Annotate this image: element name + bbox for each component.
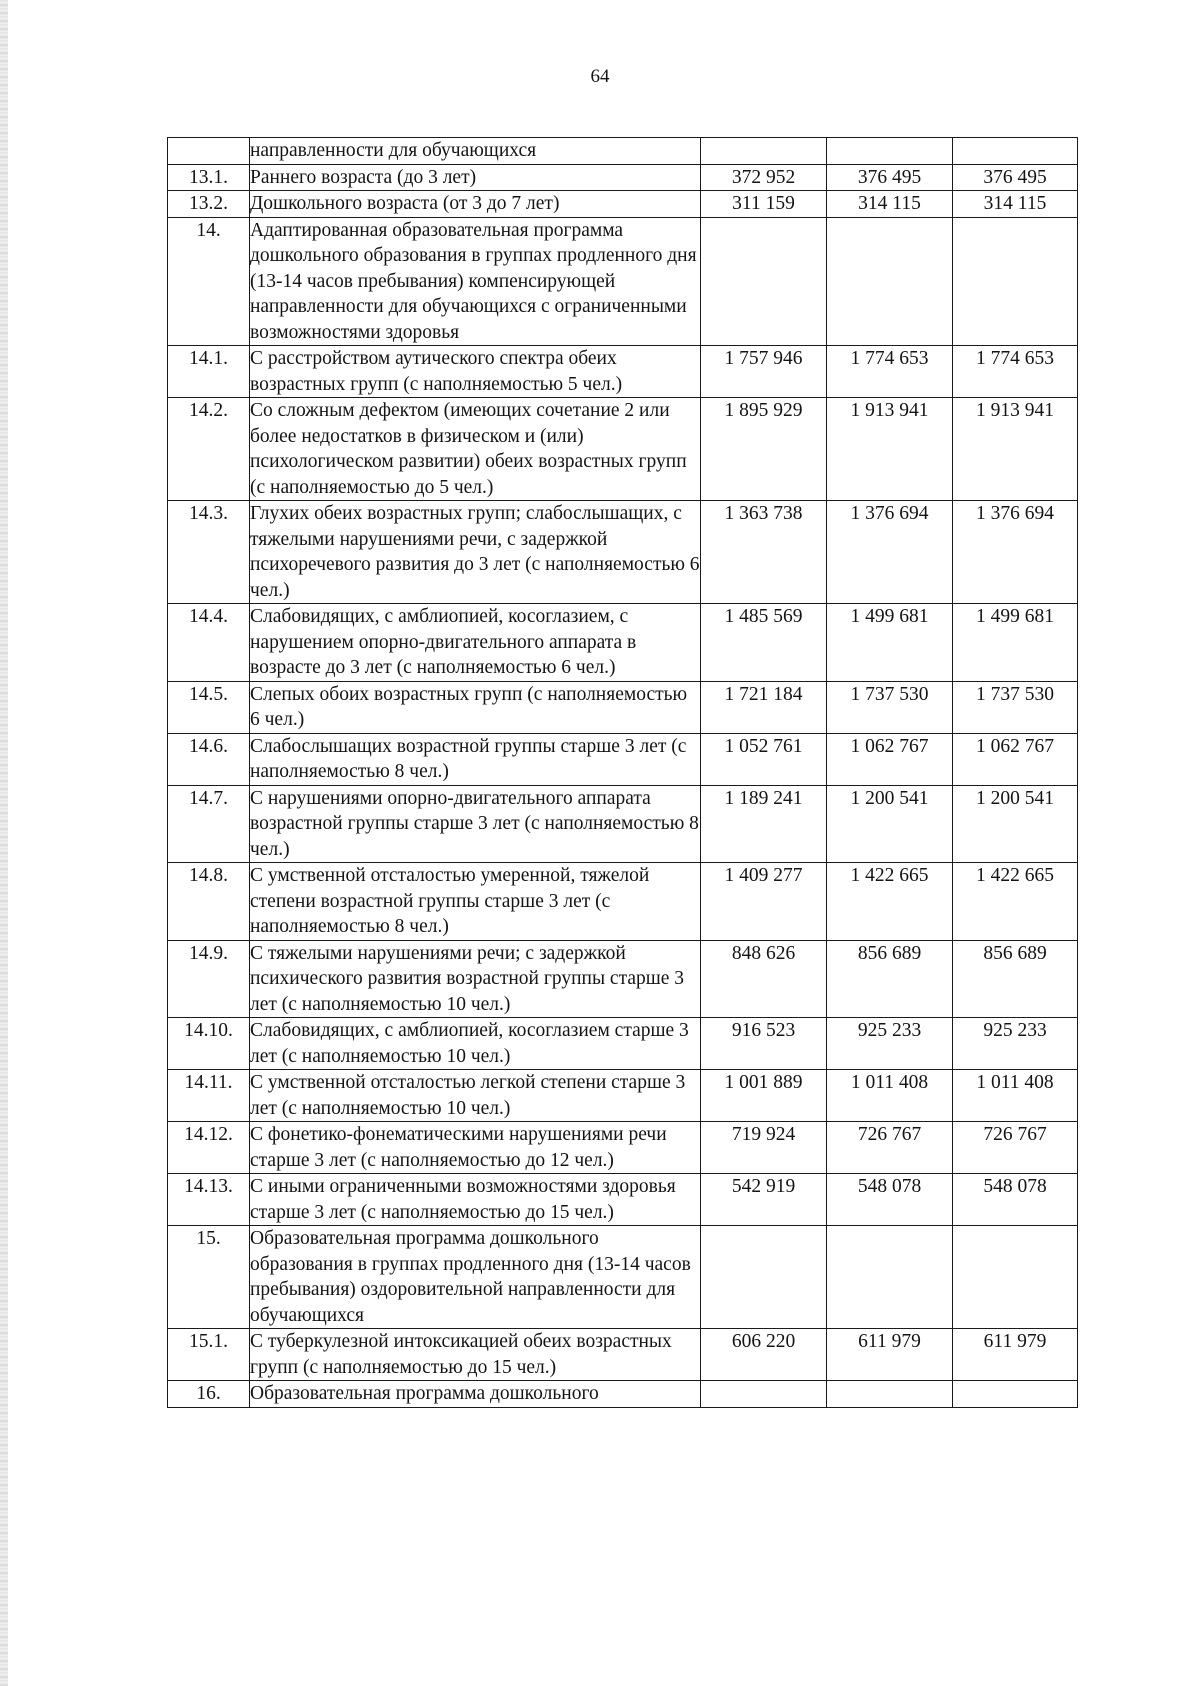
tariff-table [167,137,1078,1408]
row-number: 14.2. [168,398,250,501]
value-col-2 [827,1226,953,1329]
table-row [168,1381,1078,1408]
table-row [168,1070,1078,1122]
value-col-1: 719 924 [701,1122,827,1174]
value-col-3: 1 737 530 [953,681,1078,733]
value-col-1: 1 485 569 [701,604,827,682]
row-description: Адаптированная образовательная программа дошкольного образования в группах продленного дня (13-14 часов пребывания) компенсирующей направленности для обучающихся с ограниченными возможностями здоровья [250,217,701,346]
value-col-2: 1 011 408 [827,1070,953,1122]
row-number: 14.10. [168,1018,250,1070]
row-number: 14.11. [168,1070,250,1122]
row-description: С фонетико-фонематическими нарушениями речи старше 3 лет (с наполняемостью до 12 чел.) [250,1122,701,1174]
value-col-2: 1 774 653 [827,346,953,398]
value-col-2: 1 422 665 [827,863,953,941]
value-col-1: 1 409 277 [701,863,827,941]
value-col-1: 1 052 761 [701,733,827,785]
table-row [168,164,1078,191]
row-description: направленности для обучающихся [250,138,701,165]
value-col-2: 611 979 [827,1329,953,1381]
value-col-1: 916 523 [701,1018,827,1070]
value-col-3: 1 774 653 [953,346,1078,398]
scan-edge [0,0,8,1686]
row-description: С умственной отсталостью умеренной, тяжелой степени возрастной группы старше 3 лет (с наполняемостью 8 чел.) [250,863,701,941]
value-col-3: 726 767 [953,1122,1078,1174]
table-row [168,785,1078,863]
table-row [168,1329,1078,1381]
value-col-1: 1 189 241 [701,785,827,863]
value-col-1: 1 721 184 [701,681,827,733]
value-col-1: 311 159 [701,191,827,218]
table-row [168,1226,1078,1329]
value-col-1 [701,217,827,346]
row-number: 14.1. [168,346,250,398]
row-number: 14.4. [168,604,250,682]
table-row [168,863,1078,941]
row-description: С умственной отсталостью легкой степени старше 3 лет (с наполняемостью 10 чел.) [250,1070,701,1122]
row-description: Раннего возраста (до 3 лет) [250,164,701,191]
value-col-2 [827,217,953,346]
row-number: 14.12. [168,1122,250,1174]
row-description: Глухих обеих возрастных групп; слабослышащих, с тяжелыми нарушениями речи, с задержкой психоречевого развития до 3 лет (с наполняемостью 6 чел.) [250,501,701,604]
row-number: 14.7. [168,785,250,863]
value-col-2: 726 767 [827,1122,953,1174]
value-col-2: 1 913 941 [827,398,953,501]
page-number: 64 [590,66,610,87]
table-row [168,1122,1078,1174]
value-col-1 [701,1226,827,1329]
value-col-3: 548 078 [953,1174,1078,1226]
table-row [168,191,1078,218]
value-col-1: 372 952 [701,164,827,191]
table-row [168,398,1078,501]
row-number: 14.5. [168,681,250,733]
row-description: Дошкольного возраста (от 3 до 7 лет) [250,191,701,218]
row-number: 14.6. [168,733,250,785]
table-row [168,1018,1078,1070]
row-description: С тяжелыми нарушениями речи; с задержкой психического развития возрастной группы старше 3 лет (с наполняемостью 10 чел.) [250,940,701,1018]
value-col-2: 925 233 [827,1018,953,1070]
value-col-2 [827,1381,953,1408]
table-row [168,138,1078,165]
table-row [168,1174,1078,1226]
value-col-3: 1 422 665 [953,863,1078,941]
value-col-1: 606 220 [701,1329,827,1381]
row-number: 13.1. [168,164,250,191]
value-col-2: 314 115 [827,191,953,218]
row-description: Слепых обоих возрастных групп (с наполняемостью 6 чел.) [250,681,701,733]
value-col-3: 1 499 681 [953,604,1078,682]
row-number: 16. [168,1381,250,1408]
value-col-1: 848 626 [701,940,827,1018]
table-row [168,681,1078,733]
table-row [168,501,1078,604]
value-col-1: 1 363 738 [701,501,827,604]
table-row [168,940,1078,1018]
table-row [168,217,1078,346]
value-col-3: 925 233 [953,1018,1078,1070]
row-number: 14. [168,217,250,346]
row-number: 13.2. [168,191,250,218]
row-description: С иными ограниченными возможностями здоровья старше 3 лет (с наполняемостью до 15 чел.) [250,1174,701,1226]
value-col-3: 856 689 [953,940,1078,1018]
value-col-1: 1 001 889 [701,1070,827,1122]
value-col-2: 1 737 530 [827,681,953,733]
value-col-1: 1 895 929 [701,398,827,501]
row-description: Образовательная программа дошкольного образования в группах продленного дня (13-14 часов пребывания) оздоровительной направленности для обучающихся [250,1226,701,1329]
value-col-3: 376 495 [953,164,1078,191]
value-col-1 [701,1381,827,1408]
value-col-3 [953,1381,1078,1408]
value-col-2: 1 200 541 [827,785,953,863]
table-row [168,733,1078,785]
row-description: Слабовидящих, с амблиопией, косоглазием старше 3 лет (с наполняемостью 10 чел.) [250,1018,701,1070]
row-description: Образовательная программа дошкольного [250,1381,701,1408]
value-col-2: 856 689 [827,940,953,1018]
row-description: Со сложным дефектом (имеющих сочетание 2 или более недостатков в физическом и (или) психологическом развитии) обеих возрастных групп (с наполняемостью до 5 чел.) [250,398,701,501]
value-col-2: 1 376 694 [827,501,953,604]
row-number: 14.3. [168,501,250,604]
value-col-3 [953,138,1078,165]
value-col-2: 1 062 767 [827,733,953,785]
row-number: 15.1. [168,1329,250,1381]
value-col-2: 1 499 681 [827,604,953,682]
row-description: С расстройством аутического спектра обеих возрастных групп (с наполняемостью 5 чел.) [250,346,701,398]
value-col-2: 548 078 [827,1174,953,1226]
row-number: 15. [168,1226,250,1329]
row-description: Слабовидящих, с амблиопией, косоглазием, с нарушением опорно-двигательного аппарата в возрасте до 3 лет (с наполняемостью 6 чел.) [250,604,701,682]
value-col-3: 1 913 941 [953,398,1078,501]
value-col-3: 611 979 [953,1329,1078,1381]
value-col-1: 542 919 [701,1174,827,1226]
value-col-3 [953,1226,1078,1329]
row-description: Слабослышащих возрастной группы старше 3 лет (с наполняемостью 8 чел.) [250,733,701,785]
value-col-1 [701,138,827,165]
value-col-3: 1 376 694 [953,501,1078,604]
row-number: 14.9. [168,940,250,1018]
value-col-2: 376 495 [827,164,953,191]
row-number: 14.13. [168,1174,250,1226]
value-col-3: 1 062 767 [953,733,1078,785]
value-col-3: 1 011 408 [953,1070,1078,1122]
value-col-2 [827,138,953,165]
value-col-3 [953,217,1078,346]
table-row [168,604,1078,682]
value-col-1: 1 757 946 [701,346,827,398]
value-col-3: 1 200 541 [953,785,1078,863]
row-description: С нарушениями опорно-двигательного аппарата возрастной группы старше 3 лет (с наполняемостью 8 чел.) [250,785,701,863]
table-row [168,346,1078,398]
row-number: 14.8. [168,863,250,941]
row-description: С туберкулезной интоксикацией обеих возрастных групп (с наполняемостью до 15 чел.) [250,1329,701,1381]
row-number [168,138,250,165]
value-col-3: 314 115 [953,191,1078,218]
